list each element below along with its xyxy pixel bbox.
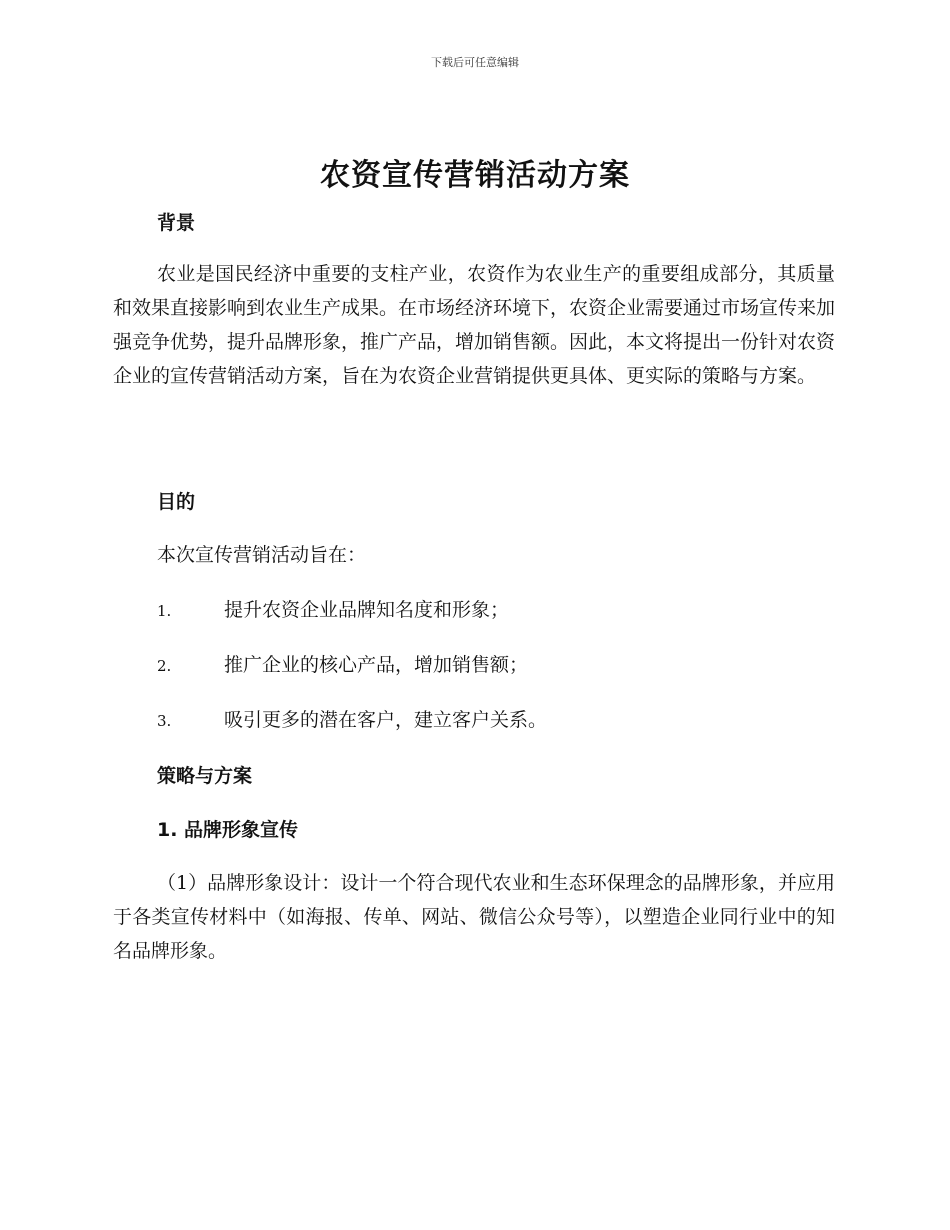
list-item-number: 2. [157, 657, 172, 675]
purpose-list-item [157, 705, 837, 732]
page-header-note: 下载后可任意编辑 [431, 56, 519, 69]
list-item-text: 吸引更多的潜在客户，建立客户关系。 [224, 709, 548, 731]
purpose-intro: 本次宣传营销活动旨在： [157, 544, 367, 566]
purpose-list-item [157, 650, 837, 677]
section-heading-background: 背景 [157, 212, 196, 234]
section-heading-purpose: 目的 [157, 491, 196, 513]
brand-image-paragraph: （1）品牌形象设计：设计一个符合现代农业和生态环保理念的品牌形象，并应用于各类宣传材料中（如海报、传单、网站、微信公众号等），以塑造企业同行业中的知名品牌形象。 [113, 872, 835, 962]
section-heading-strategy: 策略与方案 [157, 765, 253, 787]
list-item-text: 提升农资企业品牌知名度和形象； [224, 599, 510, 621]
document-title: 农资宣传营销活动方案 [320, 158, 630, 193]
purpose-list-item [157, 595, 837, 622]
list-item-text: 推广企业的核心产品，增加销售额； [224, 654, 529, 676]
list-item-number: 3. [157, 712, 172, 730]
background-paragraph: 农业是国民经济中重要的支柱产业，农资作为农业生产的重要组成部分，其质量和效果直接影响到农业生产成果。在市场经济环境下，农资企业需要通过市场宣传来加强竞争优势，提升品牌形象，推广产品，增加销售额。因此，本文将提出一份针对农资企业的宣传营销活动方案，旨在为农资企业营销提供更具体、更实际的策略与方案。 [113, 263, 836, 387]
list-item-number: 1. [157, 602, 172, 620]
subsection-heading-brand-image: 1. 品牌形象宣传 [157, 819, 299, 841]
